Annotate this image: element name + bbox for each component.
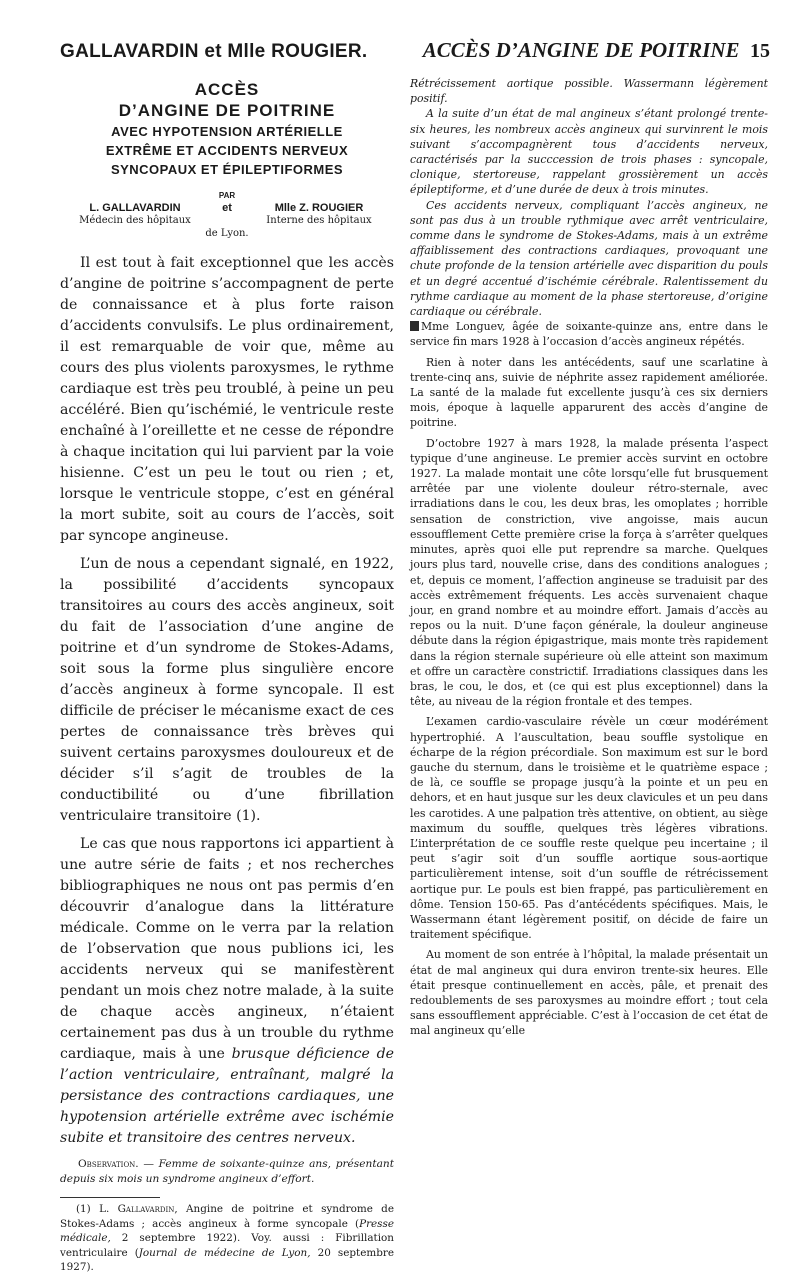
author-city: de Lyon. xyxy=(205,228,249,239)
author-1 xyxy=(60,202,210,226)
summary-paragraph-3: Ces accidents nerveux, compliquant l’accès angineux, ne sont pas dus à un trouble rythmique avec arrêt ventriculaire, comme dans le syndrome de Stokes-Adams, mais à un extrême affaiblissement des contractions cardiaques, provoquant une chute profonde de la tension artérielle avec disparition du pouls et un degré accentué d’ischémie cérébrale. Ralentissement du rythme cardiaque au moment de la phase stertoreuse, d’origine cardiaque ou cérébrale. xyxy=(410,198,768,319)
author-1-name: L. GALLAVARDIN xyxy=(89,202,181,214)
case-history: Rien à noter dans les antécédents, sauf une scarlatine à trente-cinq ans, suivie de néphrite assez rapidement améliorée. La santé de la malade fut excellente jusqu’à ces six derniers mois, époque à laquelle apparurent des accès d’angine de poitrine. xyxy=(410,355,768,430)
author-2-name: Mlle Z. ROUGIER xyxy=(274,202,364,214)
title-line-3: AVEC HYPOTENSION ARTÉRIELLE xyxy=(111,124,343,139)
case-admission: Au moment de son entrée à l’hôpital, la malade présentait un état de mal angineux qui dura environ trente-six heures. Elle était presque continuellement en accès, pâle, et prenait des redoublements de ses paroxysmes au moindre effort ; tout cela sans essoufflement appréciable. C’est à l’occasion de cet état de mal angineux qu’elle xyxy=(410,948,768,1038)
case-intro xyxy=(410,319,768,349)
intro-text xyxy=(60,253,394,1149)
author-2-role: Interne des hôpitaux xyxy=(266,215,372,226)
footnote-journal-1: Presse médicale, xyxy=(60,1217,394,1244)
footnote-text-2: 2 septembre 1922). Voy. aussi : Fibrillation ventriculaire ( xyxy=(60,1232,394,1259)
footnote-ref: (1) xyxy=(76,1203,91,1215)
byline xyxy=(60,202,394,226)
left-column xyxy=(60,80,394,1275)
header-running-title: ACCÈS D’ANGINE DE POITRINE xyxy=(422,38,740,62)
title-line-4: EXTRÊME ET ACCIDENTS NERVEUX xyxy=(105,143,349,158)
footnote-text-3: 20 septembre 1927). xyxy=(60,1246,394,1273)
footnote-author: L. Gallavardin, xyxy=(99,1203,178,1215)
case-course: D’octobre 1927 à mars 1928, la malade présenta l’aspect typique d’une angineuse. Le premier accès survint en octobre 1927. La malade montait une côte lorsqu’elle fut brusquement arrêtée par une violente douleur rétro-sternale, avec irradiations dans le cou, les deux bras, les omoplates ; horrible sensation de constriction, vive angoisse, mais aucun essoufflement Cette première crise la força à s’arrêter quelques minutes, après quoi elle put reprendre sa marche. Quelques jours plus tard, nouvelle crise, dans des conditions analogues ; et, depuis ce moment, l’affection angineuse se traduisit par des accès extrêmement fréquents. Les accès survenaient chaque jour, en grand nombre et au moindre effort. Jamais d’accès au repos ou la nuit. D’une façon générale, la douleur angineuse débute dans la région épigastrique, mais monte très rapidement dans la région sternale supérieure où elle atteint son maximum et offre un caractère constrictif. Irradiations classiques dans les bras, le cou, le dos, et (ce qui est plus exceptionnel) dans la tête, au niveau de la région frontale et des tempes. xyxy=(410,436,768,709)
footnote-text-1: Angine de poitrine et syndrome de Stokes-Adams ; accès angineux à forme syncopale ( xyxy=(60,1203,394,1230)
intro-paragraph-3-italic: brusque déficience de l’action ventriculaire, entraînant, malgré la persistance des contractions cardiaques, une hypotension artérielle extrême avec ischémie subite et transitoire des centres nerveux. xyxy=(60,1046,394,1146)
summary-paragraph-2: A la suite d’un état de mal angineux s’étant prolongé trente-six heures, les nombreux accès angineux qui survinrent le mois suivant s’accompagnèrent tous d’accidents nerveux, caractérisés par la succcession de trois phases : syncopale, clonique, stertoreuse, rappelant grossièrement un accès épileptiforme, et d’une durée de deux à trois minutes. xyxy=(410,107,768,197)
author-2 xyxy=(244,202,394,226)
header-right xyxy=(423,38,770,63)
observation-heading xyxy=(60,1157,394,1187)
header-authors: GALLAVARDIN et Mlle ROUGIER. xyxy=(60,41,368,62)
title-line-1: ACCÈS xyxy=(194,80,260,99)
intro-paragraph-3 xyxy=(60,834,394,1149)
running-header xyxy=(60,38,770,63)
case-intro-label: Mme xyxy=(421,320,449,334)
observation-summary: — Femme de soixante-quinze ans, présentant depuis six mois un syndrome angineux d’effort. xyxy=(60,1158,394,1185)
title-line-5: SYNCOPAUX ET ÉPILEPTIFORMES xyxy=(110,162,344,177)
summary-line-1: Rétrécissement aortique possible. Wassermann légèrement positif. xyxy=(410,77,768,106)
paragraph-mark-icon xyxy=(410,321,419,331)
intro-paragraph-1: Il est tout à fait exceptionnel que les accès d’angine de poitrine s’accompagnent de perte de connaissance et à plus forte raison d’accidents convulsifs. Le plus ordinairement, il est remarquable de voir que, même au cours des plus violents paroxysmes, le rythme cardiaque est très peu troublé, à peine un peu accéléré. Bien qu’ischémié, le ventricule reste enchaîné à l’oreillette et ne cesse de répondre à chaque incitation qui lui parvient par la voie hisienne. C’est un peu le tout ou rien ; et, lorsque le ventricule stoppe, c’est en général la mort subite, soit au cours de l’accès, soit par syncope angineuse. xyxy=(60,255,394,544)
author-1-role: Médecin des hôpitaux xyxy=(79,215,191,226)
right-column xyxy=(410,76,768,1039)
observation-label: Observation. xyxy=(78,1158,139,1170)
footnote-journal-2: Journal de médecine de Lyon, xyxy=(138,1246,311,1259)
intro-paragraph-2: L’un de nous a cependant signalé, en 1922, la possibilité d’accidents syncopaux transitoires au cours des accès angineux, soit du fait de l’association d’une angine de poitrine et d’un syndrome de Stokes-Adams, soit sous la forme plus singulière encore d’accès angineux à forme syncopale. Il est difficile de préciser le mécanisme exact de ces pertes de connaissance très brèves qui suivent certains paroxysmes douloureux et de décider s’il s’agit de troubles de la conductibilité ou d’une fibrillation ventriculaire transitoire (1). xyxy=(60,556,394,824)
intro-paragraph-3-text: Le cas que nous rapportons ici appartient à une autre série de faits ; et nos recherches bibliographiques ne nous ont pas permis d’en découvrir d’analogue dans la littérature médicale. Comme on le verra par la relation de l’observation que nous publions ici, les accidents nerveux qui se manifestèrent pendant un mois chez notre malade, à la suite de chaque accès angineux, n’étaient certainement pas dus à un trouble du rythme cardiaque, mais à une xyxy=(60,836,394,1062)
case-intro-text: Longuev, âgée de soixante-quinze ans, entre dans le service fin mars 1928 à l’occasion d’accès angineux répétés. xyxy=(410,320,768,349)
page-number: 15 xyxy=(750,40,770,62)
footnote-rule xyxy=(60,1197,160,1198)
article-title xyxy=(60,80,394,179)
case-exam: L’examen cardio-vasculaire révèle un cœur modérément hypertrophié. A l’auscultation, beau souffle systolique en écharpe de la région précordiale. Son maximum est sur le bord gauche du sternum, dans le troisième et le quatrième espace ; de là, ce souffle se propage jusqu’à la pointe et un peu en dehors, et en haut jusque sur les deux clavicules et un peu dans les carotides. A une palpation très attentive, on obtient, au siège maximum du souffle, quelques très légères vibrations. L’interprétation de ce souffle reste quelque peu incertaine ; il peut s’agir soit d’un souffle aortique sous-aortique particulièrement intense, soit d’un souffle de rétrécissement aortique pur. Le pouls est bien frappé, pas particulièrement en dôme. Tension 150-65. Pas d’antécédents spécifiques. Mais, le Wassermann étant légèrement positif, on décide de faire un traitement spécifique. xyxy=(410,715,768,942)
title-line-2: D’ANGINE DE POITRINE xyxy=(118,101,336,120)
author-conjunction: et xyxy=(222,202,232,214)
footnote xyxy=(60,1202,394,1275)
by-label: PAR xyxy=(218,191,236,200)
